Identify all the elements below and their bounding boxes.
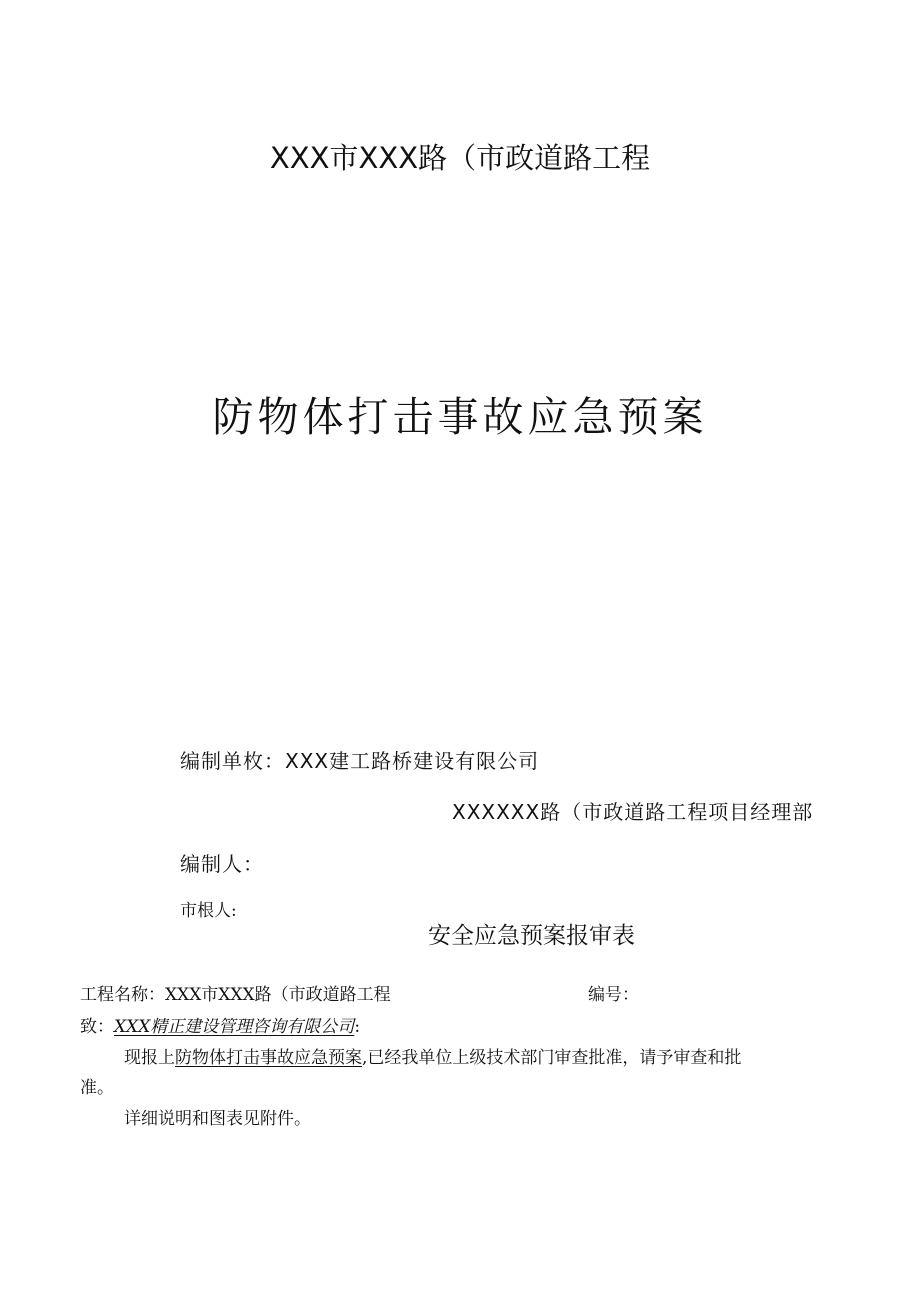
body-suffix: ,已经我单位上级技术部门审查批准，请予审查和批 <box>362 1048 742 1068</box>
project-name-line <box>80 980 391 1005</box>
detail-note: 详细说明和图表见附件。 <box>124 1109 311 1129</box>
serial-number-label: 编号： <box>588 985 639 1005</box>
reviewer-label: 市根人: <box>180 901 237 921</box>
body-paragraph-line-2: 准。 <box>80 1078 114 1098</box>
compiler-label: 编制人： <box>180 852 264 876</box>
form-title: 安全应急预案报审表 <box>428 923 635 949</box>
project-title: XXX市XXX路（市政道路工程 <box>269 141 651 175</box>
addressee-line <box>80 1012 360 1037</box>
project-department: XXXXXX路（市政道路工程项目经理部 <box>452 800 814 824</box>
compiling-unit-line <box>180 745 539 774</box>
compiling-unit-label: 编制单枚： <box>180 749 285 773</box>
compiling-unit-value: XXX建工路桥建设有限公司 <box>285 749 540 773</box>
body-paragraph-line-1 <box>124 1043 741 1068</box>
addressee-label: 致： <box>80 1017 114 1037</box>
addressee-suffix: : <box>354 1017 361 1037</box>
project-name-label: 工程名称： <box>80 985 165 1005</box>
addressee-value-text: XXX精正建设管理咨询有限公司 <box>114 1017 355 1037</box>
plan-name: 防物体打击事故应急预案 <box>175 1048 362 1068</box>
project-name-value: XXX市XXX路（市政道路工程 <box>165 985 391 1005</box>
body-prefix: 现报上 <box>124 1048 175 1068</box>
document-title: 防物体打击事故应急预案 <box>212 393 708 441</box>
addressee-value <box>114 1017 354 1037</box>
